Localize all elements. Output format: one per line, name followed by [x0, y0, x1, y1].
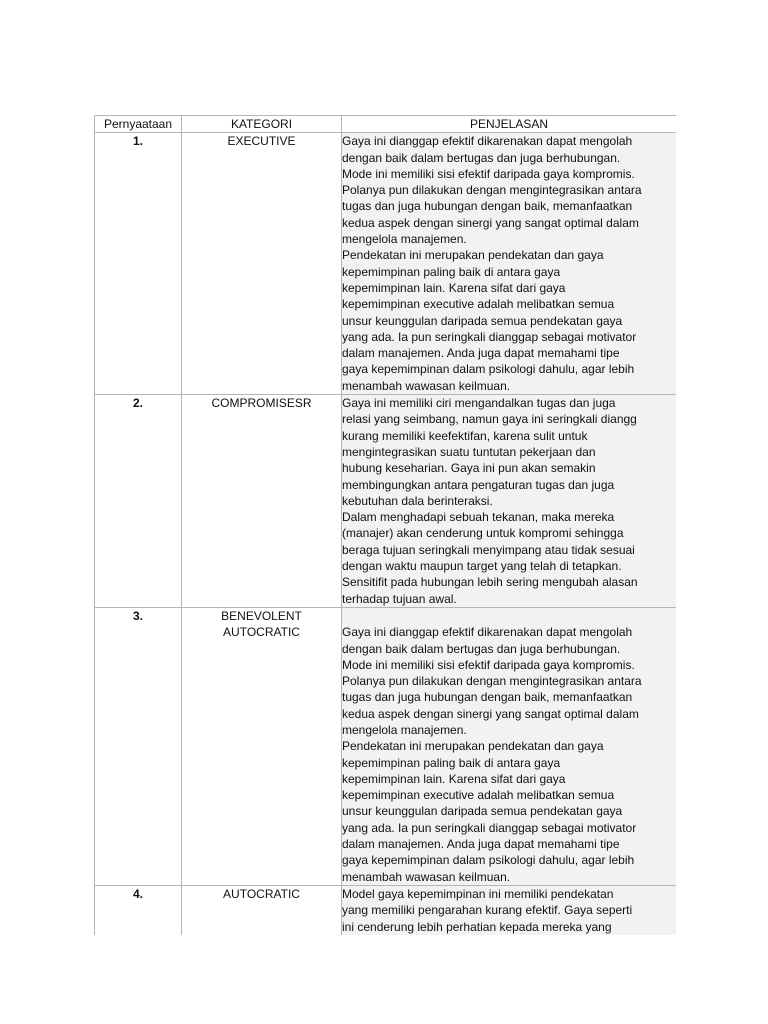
leadership-table [94, 115, 676, 935]
explanation-cell [342, 885, 677, 935]
row-number: 4. [95, 885, 182, 935]
explanation-cell [342, 395, 677, 608]
category-cell [182, 885, 342, 935]
table-container [94, 115, 676, 935]
header-penjelasan: PENJELASAN [342, 116, 677, 133]
category-cell [182, 395, 342, 608]
table-row [95, 607, 677, 885]
category-label: BENEVOLENT [221, 608, 302, 623]
blank-line [342, 608, 676, 624]
table-row [95, 133, 677, 395]
explanation-text: Gaya ini memiliki ciri mengandalkan tugas dan juga relasi yang seimbang, namun gaya ini seringkali diangg kurang memiliki keefektifan, karena sulit untuk mengintegrasikan suatu tuntutan pekerjaan dan hubung keseharian. Gaya ini pun akan semakin membingungkan antara pengaturan tugas dan juga kebutuhan dala berinteraksi. Dalam menghadapi sebuah tekanan, maka mereka (manajer) akan cenderung untuk kompromi sehingga beraga tujuan seringkali menyimpang atau tidak sesuai dengan waktu maupun target yang telah di tetapkan. Sensitifit pada hubungan lebih sering mengubah alasan terhadap tujuan awal. [342, 396, 638, 606]
table-row [95, 885, 677, 935]
row-number: 1. [95, 133, 182, 395]
category-cell [182, 607, 342, 885]
header-pernyataan: Pernyaataan [95, 116, 182, 133]
explanation-cell [342, 607, 677, 885]
table-header-row [95, 116, 677, 133]
row-number: 3. [95, 607, 182, 885]
category-label: COMPROMISESR [211, 396, 312, 411]
explanation-text: Model gaya kepemimpinan ini memiliki pendekatan yang memiliki pengarahan kurang efektif. Gaya seperti ini cenderung lebih perhatian kepada mereka yang [342, 886, 633, 934]
category-label: EXECUTIVE [227, 134, 296, 149]
category-cell [182, 133, 342, 395]
explanation-text: Gaya ini dianggap efektif dikarenakan dapat mengolah dengan baik dalam bertugas dan juga berhubungan. Mode ini memiliki sisi efektif daripada gaya kompromis. Polanya pun dilakukan dengan mengintegrasikan antara tugas dan juga hubungan dengan baik, memanfaatkan kedua aspek dengan sinergi yang sangat optimal dalam mengelola manajemen. Pendekatan ini merupakan pendekatan dan gaya kepemimpinan paling baik di antara gaya kepemimpinan lain. Karena sifat dari gaya kepemimpinan executive adalah melibatkan semua unsur keunggulan daripada semua pendekatan gaya yang ada. Ia pun seringkali dianggap sebagai motivator dalam manajemen. Anda juga dapat memahami tipe gaya kepemimpinan dalam psikologi dahulu, agar lebih menambah wawasan keilmuan. [342, 134, 642, 393]
header-kategori: KATEGORI [182, 116, 342, 133]
row-number: 2. [95, 395, 182, 608]
category-label: AUTOCRATIC [223, 886, 300, 901]
table-row [95, 395, 677, 608]
explanation-text: Gaya ini dianggap efektif dikarenakan dapat mengolah dengan baik dalam bertugas dan juga berhubungan. Mode ini memiliki sisi efektif daripada gaya kompromis. Polanya pun dilakukan dengan mengintegrasikan antara tugas dan juga hubungan dengan baik, memanfaatkan kedua aspek dengan sinergi yang sangat optimal dalam mengelola manajemen. Pendekatan ini merupakan pendekatan dan gaya kepemimpinan paling baik di antara gaya kepemimpinan lain. Karena sifat dari gaya kepemimpinan executive adalah melibatkan semua unsur keunggulan daripada semua pendekatan gaya yang ada. Ia pun seringkali dianggap sebagai motivator dalam manajemen. Anda juga dapat memahami tipe gaya kepemimpinan dalam psikologi dahulu, agar lebih menambah wawasan keilmuan. [342, 625, 642, 884]
explanation-cell [342, 133, 677, 395]
category-label: AUTOCRATIC [223, 625, 300, 640]
